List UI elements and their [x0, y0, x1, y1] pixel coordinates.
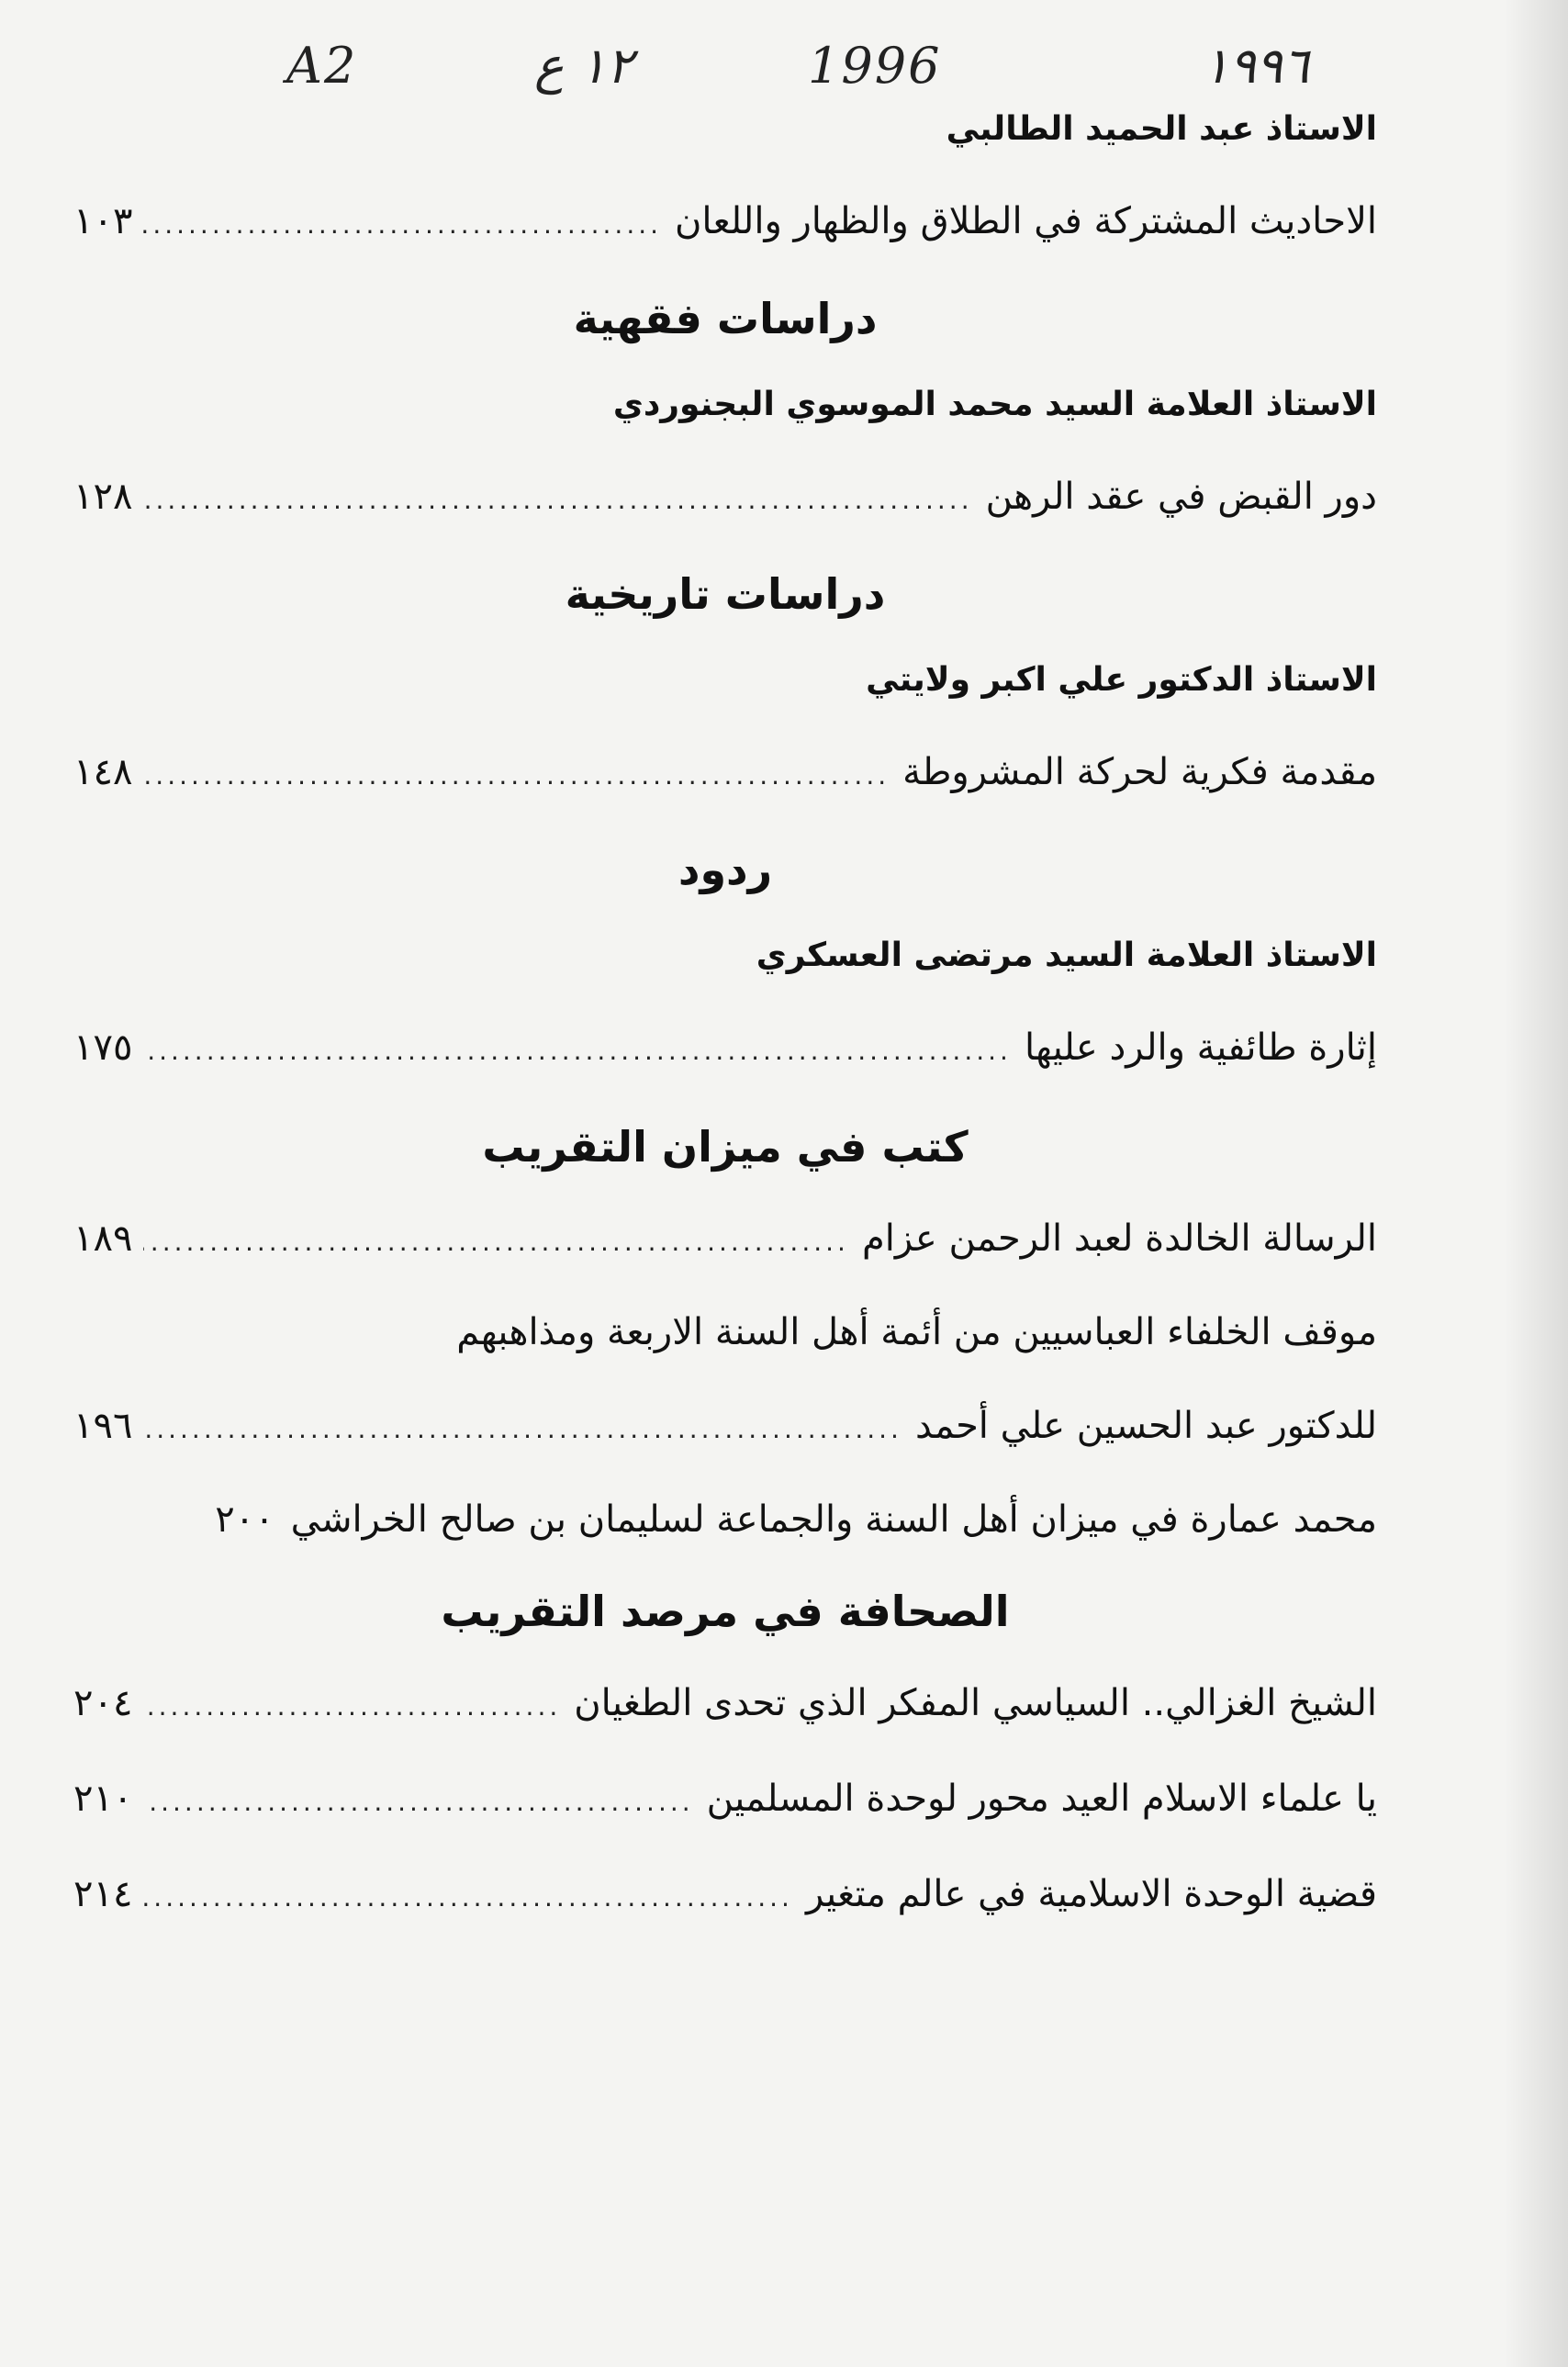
toc-entry[interactable]: [73, 200, 1377, 242]
toc-author: الاستاذ الدكتور علي اكبر ولايتي: [866, 661, 1377, 699]
toc-entry[interactable]: [73, 1873, 1377, 1915]
toc-entry-page: ١٠٣: [73, 200, 133, 242]
toc-entry[interactable]: [73, 1217, 1377, 1260]
toc-entry[interactable]: [73, 476, 1377, 518]
handwritten-note-year-arabic: ١٩٩٦: [1203, 37, 1310, 95]
toc-entry-title: محمد عمارة في ميزان أهل السنة والجماعة لسليمان بن صالح الخراشي: [290, 1498, 1377, 1541]
page-edge-shadow: [1504, 0, 1568, 2367]
toc-entry-page: ١٨٩: [73, 1217, 133, 1260]
toc-entry-title: يا علماء الاسلام العيد محور لوحدة المسلمين: [706, 1778, 1377, 1820]
toc-entry[interactable]: [73, 751, 1377, 793]
toc-author: الاستاذ العلامة السيد مرتضى العسكري: [756, 937, 1377, 974]
handwritten-note-year: 1996: [808, 37, 942, 95]
toc-leader-dots: [143, 1036, 1011, 1066]
handwritten-note-left: A2: [286, 37, 358, 95]
toc-entry-page: ٢١٠: [73, 1778, 133, 1820]
toc-entry-page: ١٤٨: [73, 751, 133, 793]
toc-entry[interactable]: [73, 1778, 1377, 1820]
toc-entry-title-continued: موقف الخلفاء العباسيين من أئمة أهل السنة الاربعة ومذاهبهم: [456, 1311, 1377, 1353]
toc-leader-dots: [143, 485, 972, 515]
toc-leader-dots: [143, 1882, 792, 1913]
toc-leader-dots: [143, 209, 662, 240]
toc-entry-page: ١٢٨: [73, 476, 133, 518]
toc-author: الاستاذ العلامة السيد محمد الموسوي البجنوردي: [612, 386, 1377, 423]
toc-leader-dots: [143, 1691, 561, 1722]
toc-entry-page: ٢٠٤: [73, 1682, 133, 1724]
toc-section-heading: دراسات تاريخية: [565, 569, 886, 619]
handwritten-note-issue: ١٢ ع: [534, 37, 633, 95]
toc-leader-dots: [143, 1227, 848, 1257]
toc-section-heading: كتب في ميزان التقريب: [482, 1122, 969, 1172]
toc-entry[interactable]: [73, 1026, 1377, 1069]
toc-section-heading: ردود: [678, 845, 773, 894]
toc-entry-title: الرسالة الخالدة لعبد الرحمن عزام: [861, 1217, 1377, 1260]
toc-entry-title: دور القبض في عقد الرهن: [985, 476, 1377, 518]
toc-author: الاستاذ عبد الحميد الطالبي: [946, 110, 1377, 148]
toc-entry-page: ١٩٦: [73, 1405, 133, 1447]
toc-leader-dots: [143, 760, 890, 791]
toc-leader-dots: [143, 1414, 902, 1444]
toc-entry-title: إثارة طائفية والرد عليها: [1024, 1026, 1377, 1069]
toc-leader-dots: [143, 1787, 693, 1817]
toc-entry-page: ٢١٤: [73, 1873, 133, 1915]
toc-entry-title: مقدمة فكرية لحركة المشروطة: [902, 751, 1377, 793]
toc-entry-page: ١٧٥: [73, 1026, 133, 1069]
toc-entry-page: ٢٠٠: [215, 1498, 274, 1541]
toc-entry-title: الاحاديث المشتركة في الطلاق والظهار واللعان: [675, 200, 1377, 242]
toc-entry[interactable]: [73, 1682, 1377, 1724]
toc-entry[interactable]: [73, 1405, 1377, 1447]
toc-entry-title: للدكتور عبد الحسين علي أحمد: [914, 1405, 1377, 1447]
toc-entry-title: الشيخ الغزالي.. السياسي المفكر الذي تحدى الطغيان: [574, 1682, 1377, 1724]
toc-section-heading: الصحافة في مرصد التقريب: [441, 1587, 1010, 1636]
toc-entry-title: قضية الوحدة الاسلامية في عالم متغير: [805, 1873, 1377, 1915]
toc-section-heading: دراسات فقهية: [573, 294, 878, 343]
toc-entry[interactable]: [73, 1498, 1377, 1541]
